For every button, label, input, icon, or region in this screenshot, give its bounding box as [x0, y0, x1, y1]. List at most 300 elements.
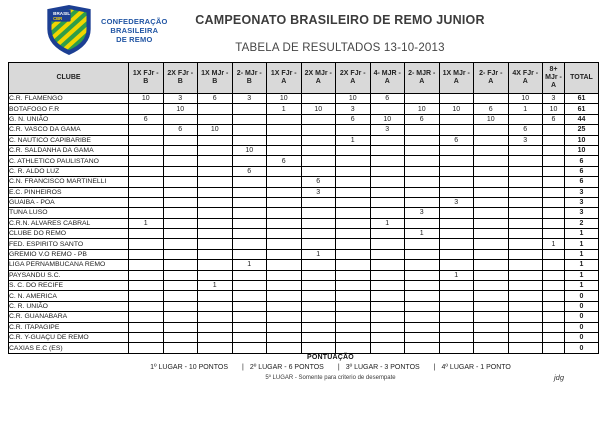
- score-cell: [232, 218, 267, 228]
- event-code-line2: A: [350, 78, 356, 85]
- score-cell: [267, 125, 302, 135]
- score-cell: [232, 249, 267, 259]
- score-cell: [370, 281, 405, 291]
- score-cell: [439, 249, 474, 259]
- score-cell: [232, 239, 267, 249]
- page-subtitle: TABELA DE RESULTADOS 13-10-2013: [235, 42, 445, 54]
- club-name-cell: C. R. UNIÃO: [9, 301, 129, 311]
- club-name-cell: C. NAUTICO CAPIBARIBE: [9, 135, 129, 145]
- score-cell: [405, 177, 440, 187]
- score-cell: [267, 322, 302, 332]
- score-cell: [508, 187, 543, 197]
- score-cell: [543, 229, 565, 239]
- scoring-separator: |: [337, 364, 340, 371]
- score-cell: [370, 135, 405, 145]
- score-cell: [129, 249, 164, 259]
- score-cell: [474, 301, 509, 311]
- score-cell: [232, 208, 267, 218]
- club-name-cell: C.R. ITAPAGIPE: [9, 322, 129, 332]
- score-cell: 1: [439, 270, 474, 280]
- table-row: [9, 291, 599, 301]
- score-cell: [508, 301, 543, 311]
- score-cell: 3: [508, 135, 543, 145]
- score-cell: [405, 260, 440, 270]
- score-cell: [232, 177, 267, 187]
- score-cell: [405, 270, 440, 280]
- score-cell: [129, 270, 164, 280]
- score-cell: 6: [129, 114, 164, 124]
- score-cell: [439, 166, 474, 176]
- score-cell: [336, 208, 371, 218]
- score-cell: [163, 187, 198, 197]
- score-cell: [198, 156, 233, 166]
- score-cell: [508, 260, 543, 270]
- score-cell: [198, 239, 233, 249]
- score-cell: [129, 166, 164, 176]
- score-cell: [370, 229, 405, 239]
- score-cell: [267, 135, 302, 145]
- score-cell: [439, 218, 474, 228]
- score-cell: [439, 177, 474, 187]
- score-cell: [163, 343, 198, 353]
- table-row: [9, 135, 599, 145]
- score-cell: [336, 218, 371, 228]
- score-cell: [508, 239, 543, 249]
- club-name-cell: C.R. Y-GUAÇU DE REMO: [9, 332, 129, 342]
- score-cell: 6: [474, 104, 509, 114]
- score-cell: [336, 177, 371, 187]
- score-cell: [163, 218, 198, 228]
- score-cell: 3: [439, 197, 474, 207]
- club-name-cell: C.R. SALDANHA DA GAMA: [9, 145, 129, 155]
- score-cell: [232, 301, 267, 311]
- event-code-line2: B: [177, 78, 183, 85]
- score-cell: [543, 270, 565, 280]
- scoring-legend: [68, 364, 593, 371]
- score-cell: [232, 312, 267, 322]
- event-code-line1: 4X FJr -: [512, 70, 539, 77]
- score-cell: [267, 218, 302, 228]
- score-cell: [129, 125, 164, 135]
- score-cell: 6: [198, 94, 233, 104]
- total-cell: 0: [565, 332, 599, 342]
- score-cell: [163, 197, 198, 207]
- score-cell: [405, 125, 440, 135]
- score-cell: [474, 156, 509, 166]
- score-cell: [508, 218, 543, 228]
- table-body: [9, 94, 599, 354]
- score-cell: [543, 322, 565, 332]
- score-cell: [163, 156, 198, 166]
- event-code-line2: A: [550, 82, 557, 89]
- score-cell: [129, 312, 164, 322]
- score-cell: [129, 177, 164, 187]
- score-cell: [301, 312, 336, 322]
- score-cell: [267, 239, 302, 249]
- score-cell: [301, 332, 336, 342]
- score-cell: 6: [301, 177, 336, 187]
- score-cell: [198, 114, 233, 124]
- score-cell: [543, 125, 565, 135]
- score-cell: [508, 156, 543, 166]
- score-cell: [508, 249, 543, 259]
- total-cell: 10: [565, 135, 599, 145]
- scoring-item: 4º LUGAR - 1 PONTO: [441, 364, 511, 371]
- table-row: [9, 187, 599, 197]
- score-cell: [370, 270, 405, 280]
- score-cell: [543, 218, 565, 228]
- score-cell: [439, 301, 474, 311]
- score-cell: [129, 156, 164, 166]
- score-cell: [336, 145, 371, 155]
- score-cell: [405, 239, 440, 249]
- score-cell: [129, 239, 164, 249]
- score-cell: [370, 145, 405, 155]
- score-cell: [198, 291, 233, 301]
- score-cell: [474, 270, 509, 280]
- score-cell: 10: [405, 104, 440, 114]
- score-cell: [267, 208, 302, 218]
- score-cell: [129, 322, 164, 332]
- event-code-line2: A: [419, 78, 425, 85]
- score-cell: [439, 94, 474, 104]
- score-cell: 6: [267, 156, 302, 166]
- score-cell: [405, 343, 440, 353]
- score-cell: [198, 301, 233, 311]
- score-cell: [543, 135, 565, 145]
- score-cell: [198, 229, 233, 239]
- score-cell: [508, 322, 543, 332]
- score-cell: 10: [198, 125, 233, 135]
- total-cell: 25: [565, 125, 599, 135]
- score-cell: [129, 197, 164, 207]
- score-cell: 6: [543, 114, 565, 124]
- club-name-cell: C.N. FRANCISCO MARTINELLI: [9, 177, 129, 187]
- score-cell: [232, 135, 267, 145]
- table-row: [9, 208, 599, 218]
- score-cell: [508, 281, 543, 291]
- event-code-line1: 1X MJr -: [442, 70, 470, 77]
- total-cell: 2: [565, 218, 599, 228]
- score-cell: [198, 208, 233, 218]
- total-cell: 61: [565, 104, 599, 114]
- total-cell: 0: [565, 343, 599, 353]
- score-cell: [198, 332, 233, 342]
- score-cell: [301, 145, 336, 155]
- score-cell: [336, 291, 371, 301]
- score-cell: [163, 332, 198, 342]
- score-cell: [336, 322, 371, 332]
- score-cell: 10: [232, 145, 267, 155]
- scoring-separator: |: [433, 364, 436, 371]
- score-cell: [163, 208, 198, 218]
- score-cell: 10: [301, 104, 336, 114]
- score-cell: [474, 145, 509, 155]
- score-cell: [301, 197, 336, 207]
- column-header-event: [370, 63, 405, 94]
- club-name-cell: BOTAFOGO F.R: [9, 104, 129, 114]
- score-cell: [508, 208, 543, 218]
- score-cell: 10: [439, 104, 474, 114]
- score-cell: [129, 104, 164, 114]
- tiebreak-note: 5º LUGAR - Somente para criterio de desempate: [265, 375, 396, 381]
- score-cell: 10: [267, 94, 302, 104]
- score-cell: [370, 104, 405, 114]
- org-name-line2: BRASILEIRA: [110, 25, 159, 35]
- score-cell: 1: [129, 218, 164, 228]
- column-header-event: [129, 63, 164, 94]
- score-cell: [405, 332, 440, 342]
- score-cell: [439, 260, 474, 270]
- score-cell: [474, 187, 509, 197]
- score-cell: [301, 322, 336, 332]
- score-cell: [474, 249, 509, 259]
- score-cell: 10: [508, 94, 543, 104]
- score-cell: [508, 312, 543, 322]
- score-cell: [129, 135, 164, 145]
- total-cell: 6: [565, 156, 599, 166]
- club-name-cell: CAXIAS E.C (ES): [9, 343, 129, 353]
- score-cell: 3: [405, 208, 440, 218]
- event-code-line1: 2- FJr -: [479, 70, 503, 77]
- score-cell: [267, 166, 302, 176]
- score-cell: [267, 114, 302, 124]
- club-name-cell: E.C. PINHEIROS: [9, 187, 129, 197]
- score-cell: [336, 281, 371, 291]
- score-cell: [543, 156, 565, 166]
- score-cell: [301, 229, 336, 239]
- score-cell: [543, 281, 565, 291]
- score-cell: [543, 343, 565, 353]
- score-cell: 6: [439, 135, 474, 145]
- score-cell: [474, 166, 509, 176]
- table-row: [9, 166, 599, 176]
- score-cell: [336, 197, 371, 207]
- score-cell: [405, 166, 440, 176]
- score-cell: [301, 291, 336, 301]
- score-cell: [370, 291, 405, 301]
- score-cell: [198, 197, 233, 207]
- score-cell: [129, 301, 164, 311]
- score-cell: [474, 332, 509, 342]
- score-cell: 10: [129, 94, 164, 104]
- org-name-line3: DE REMO: [116, 34, 153, 44]
- score-cell: [267, 281, 302, 291]
- score-cell: [508, 229, 543, 239]
- header-row: [9, 63, 599, 94]
- score-cell: [543, 187, 565, 197]
- club-name-cell: C.R. VASCO DA GAMA: [9, 125, 129, 135]
- table-row: [9, 125, 599, 135]
- club-name-cell: C. ATHLETICO PAULISTANO: [9, 156, 129, 166]
- score-cell: [267, 291, 302, 301]
- score-cell: [232, 270, 267, 280]
- club-name-cell: GREMIO V.O REMO - PB: [9, 249, 129, 259]
- score-cell: 1: [543, 239, 565, 249]
- score-cell: [543, 260, 565, 270]
- score-cell: 10: [370, 114, 405, 124]
- table-row: [9, 312, 599, 322]
- score-cell: [129, 332, 164, 342]
- score-cell: 3: [543, 94, 565, 104]
- score-cell: 3: [301, 187, 336, 197]
- table-row: [9, 239, 599, 249]
- table-row: [9, 156, 599, 166]
- score-cell: [163, 249, 198, 259]
- shield-brasil-label: BRASIL: [53, 11, 71, 16]
- score-cell: [336, 312, 371, 322]
- score-cell: [129, 343, 164, 353]
- score-cell: [301, 260, 336, 270]
- score-cell: [370, 177, 405, 187]
- score-cell: [163, 177, 198, 187]
- score-cell: [405, 281, 440, 291]
- score-cell: [336, 301, 371, 311]
- score-cell: 1: [370, 218, 405, 228]
- score-cell: [405, 94, 440, 104]
- score-cell: [474, 312, 509, 322]
- score-cell: [370, 208, 405, 218]
- score-cell: 1: [232, 260, 267, 270]
- event-code-line1: 2X FJr -: [167, 70, 194, 77]
- score-cell: [267, 312, 302, 322]
- score-cell: [232, 156, 267, 166]
- score-cell: [163, 166, 198, 176]
- table-row: [9, 145, 599, 155]
- score-cell: [474, 229, 509, 239]
- pontuacao-heading: PONTUAÇÃO: [307, 354, 354, 361]
- table-row: [9, 301, 599, 311]
- table-row: [9, 249, 599, 259]
- score-cell: [474, 260, 509, 270]
- total-cell: 0: [565, 312, 599, 322]
- score-cell: [370, 332, 405, 342]
- column-header-total: TOTAL: [565, 63, 599, 94]
- score-cell: [129, 281, 164, 291]
- score-cell: [439, 125, 474, 135]
- score-cell: [267, 332, 302, 342]
- score-cell: 6: [232, 166, 267, 176]
- score-cell: [370, 197, 405, 207]
- score-cell: [301, 94, 336, 104]
- score-cell: [267, 197, 302, 207]
- score-cell: [405, 249, 440, 259]
- column-header-event: [336, 63, 371, 94]
- score-cell: [163, 114, 198, 124]
- score-cell: [370, 156, 405, 166]
- score-cell: [336, 332, 371, 342]
- score-cell: [301, 166, 336, 176]
- score-cell: [543, 291, 565, 301]
- event-code-line2: A: [522, 78, 528, 85]
- score-cell: [163, 260, 198, 270]
- score-cell: [370, 249, 405, 259]
- score-cell: [232, 291, 267, 301]
- score-cell: [267, 343, 302, 353]
- column-header-event: [508, 63, 543, 94]
- score-cell: [543, 166, 565, 176]
- score-cell: [439, 343, 474, 353]
- score-cell: [474, 125, 509, 135]
- score-cell: [474, 281, 509, 291]
- table-row: [9, 114, 599, 124]
- author-initials: jdg: [553, 373, 564, 382]
- total-cell: 61: [565, 94, 599, 104]
- score-cell: [301, 270, 336, 280]
- column-header-event: [163, 63, 198, 94]
- score-cell: [370, 312, 405, 322]
- event-code-line2: B: [246, 78, 252, 85]
- score-cell: [370, 187, 405, 197]
- score-cell: [129, 229, 164, 239]
- event-code-line2: A: [453, 78, 459, 85]
- club-name-cell: C. N. AMERICA: [9, 291, 129, 301]
- score-cell: [267, 260, 302, 270]
- column-header-event: [301, 63, 336, 94]
- column-header-event: [232, 63, 267, 94]
- event-code-line2: A: [384, 78, 390, 85]
- score-cell: [163, 291, 198, 301]
- total-cell: 1: [565, 249, 599, 259]
- score-cell: [405, 291, 440, 301]
- score-cell: [508, 114, 543, 124]
- score-cell: [474, 197, 509, 207]
- event-code-line2: A: [281, 78, 287, 85]
- table-row: [9, 343, 599, 353]
- org-name-line1: CONFEDERAÇÃO: [101, 16, 168, 26]
- score-cell: [439, 291, 474, 301]
- score-cell: [439, 312, 474, 322]
- score-cell: 1: [267, 104, 302, 114]
- event-code-line1: 1X MJr -: [201, 70, 229, 77]
- score-cell: [543, 145, 565, 155]
- event-code-line1: 8+ MJr -: [545, 66, 562, 81]
- club-name-cell: C.R. GUANABARA: [9, 312, 129, 322]
- score-cell: [405, 145, 440, 155]
- table-row: [9, 260, 599, 270]
- score-cell: [405, 218, 440, 228]
- score-cell: [198, 270, 233, 280]
- score-cell: [301, 281, 336, 291]
- score-cell: 10: [543, 104, 565, 114]
- score-cell: [508, 332, 543, 342]
- score-cell: [232, 197, 267, 207]
- score-cell: [198, 166, 233, 176]
- score-cell: [232, 343, 267, 353]
- score-cell: [163, 239, 198, 249]
- score-cell: [232, 332, 267, 342]
- score-cell: [336, 229, 371, 239]
- total-cell: 1: [565, 270, 599, 280]
- score-cell: 3: [163, 94, 198, 104]
- total-cell: 3: [565, 208, 599, 218]
- score-cell: [508, 343, 543, 353]
- score-cell: [370, 343, 405, 353]
- score-cell: [232, 322, 267, 332]
- footer: [68, 354, 593, 381]
- score-cell: [439, 332, 474, 342]
- results-table: [8, 62, 599, 354]
- score-cell: [405, 187, 440, 197]
- score-cell: [267, 249, 302, 259]
- score-cell: [543, 249, 565, 259]
- score-cell: [474, 291, 509, 301]
- score-cell: [232, 229, 267, 239]
- score-cell: 3: [370, 125, 405, 135]
- scoring-item: 3º LUGAR - 3 PONTOS: [345, 364, 420, 371]
- event-code-line1: 2- MJR -: [408, 70, 436, 77]
- score-cell: [232, 104, 267, 114]
